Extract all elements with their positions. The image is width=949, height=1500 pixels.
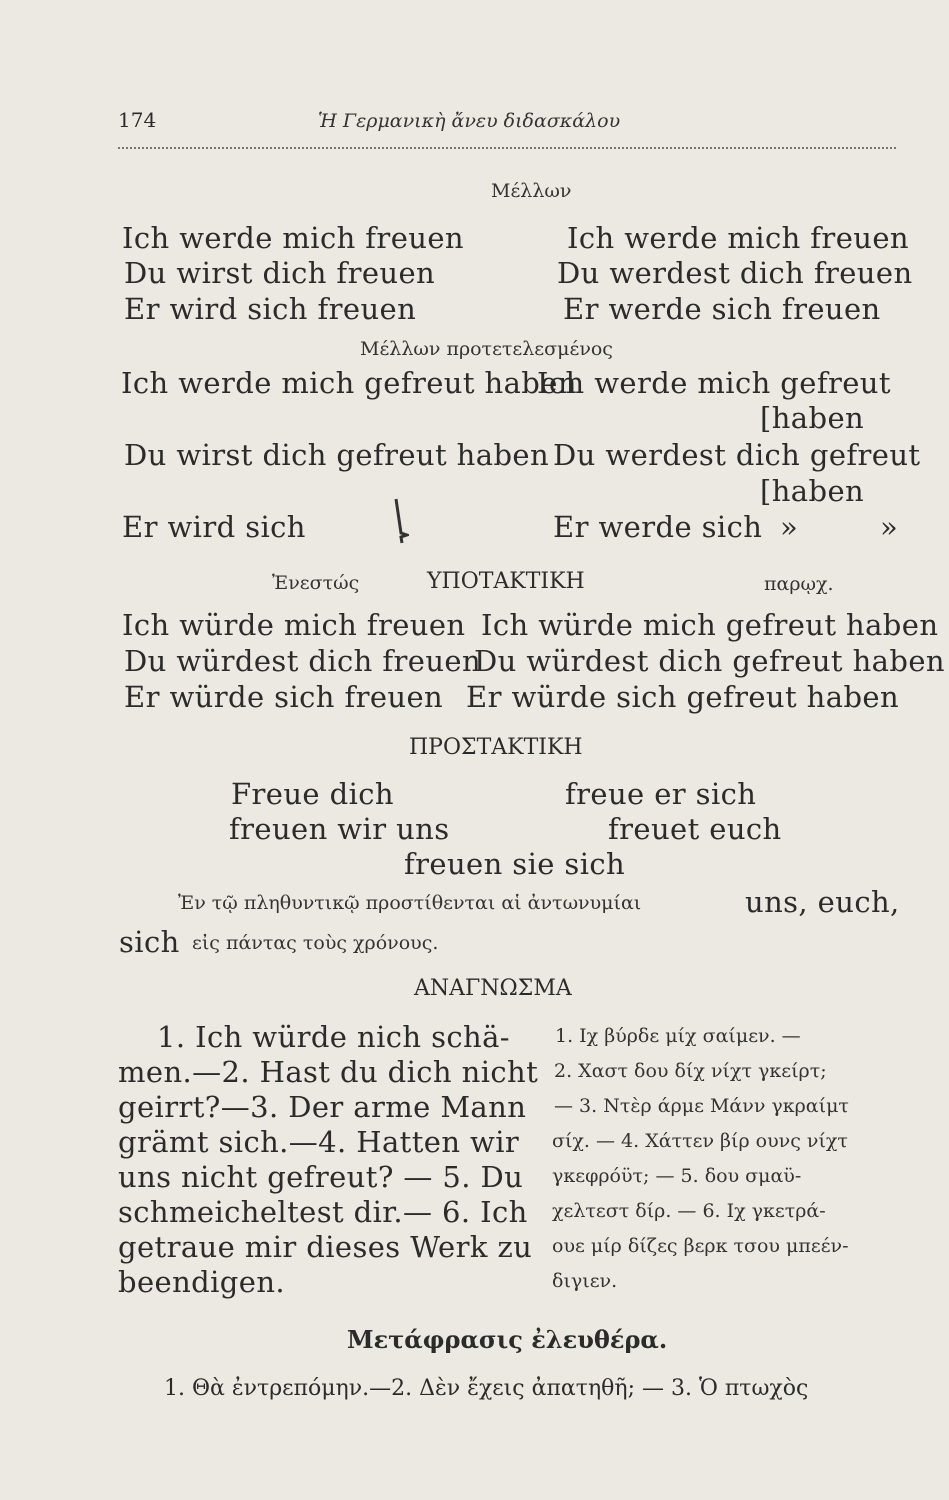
header-rule xyxy=(118,147,896,152)
future-perfect-heading: Μέλλων προτετελεσμένος xyxy=(360,338,613,360)
subjunctive-label-right: παρῳχ. xyxy=(764,573,834,595)
subjunctive-heading: ΥΠΟΤΑΚΤΙΚΗ xyxy=(427,569,585,594)
imperative-line-3: freuen sie sich xyxy=(404,847,626,881)
reading-greek-line: σίχ. — 4. Χάττεν βίρ ουνς νίχτ xyxy=(552,1130,848,1152)
subjunctive-left-3: Er würde sich freuen xyxy=(124,680,444,714)
subjunctive-label-left: Ἐνεστώς xyxy=(272,572,360,594)
ditto-mark-2: » xyxy=(880,510,899,544)
subjunctive-right-1: Ich würde mich gefreut haben xyxy=(481,608,939,642)
future-perfect-right-3: Er werde sich xyxy=(553,510,763,544)
reading-heading: ΑΝΑΓΝΩΣΜΑ xyxy=(414,976,572,1001)
ink-mark xyxy=(393,497,409,545)
reading-greek-line: ουε μίρ δίζες βερκ τσου μπεέν- xyxy=(552,1235,849,1257)
future-perfect-left-3: Er wird sich xyxy=(122,510,306,544)
reading-greek-line: χελτεστ δίρ. — 6. Ιχ γκετρά- xyxy=(552,1200,826,1222)
free-translation-heading: Μετάφρασις ἐλευθέρα. xyxy=(347,1325,668,1354)
future-perfect-cont-1: [haben xyxy=(760,401,865,435)
future-perfect-cont-2: [haben xyxy=(760,474,865,508)
subjunctive-left-2: Du würdest dich freuen xyxy=(124,644,482,678)
future-perfect-left-2: Du wirst dich gefreut haben xyxy=(124,438,550,472)
imperative-left-1: Freue dich xyxy=(231,777,394,811)
reading-german-line: 1. Ich würde nich schä- xyxy=(157,1020,510,1054)
subjunctive-right-2: Du würdest dich gefreut haben xyxy=(474,644,945,678)
reading-german-line: geirrt?—3. Der arme Mann xyxy=(118,1090,527,1124)
reading-german-line: beendigen. xyxy=(118,1265,286,1299)
reading-german-line: uns nicht gefreut? — 5. Du xyxy=(118,1160,524,1194)
future-right-1: Ich werde mich freuen xyxy=(567,221,909,255)
note-greek-1: Ἐν τῷ πληθυντικῷ προστίθενται αἱ ἀντωνυμίαι xyxy=(178,892,642,914)
reading-german-line: getraue mir dieses Werk zu xyxy=(118,1230,533,1264)
reading-german-line: men.—2. Hast du dich nicht xyxy=(118,1055,539,1089)
subjunctive-right-3: Er würde sich gefreut haben xyxy=(466,680,900,714)
reading-greek-line: διγιεν. xyxy=(552,1270,618,1292)
future-right-3: Er werde sich freuen xyxy=(563,292,881,326)
running-title: Ἡ Γερμανικὴ ἄνευ διδασκάλου xyxy=(318,110,621,132)
imperative-left-2: freuen wir uns xyxy=(229,812,450,846)
reading-greek-line: — 3. Ντὲρ άρμε Μάνν γκραίμτ xyxy=(554,1095,849,1117)
reading-greek-line: 2. Χαστ δου δίχ νίχτ γκείρτ; xyxy=(554,1060,827,1082)
future-perfect-left-1: Ich werde mich gefreut haben xyxy=(121,366,577,400)
imperative-heading: ΠΡΟΣΤΑΚΤΙΚΗ xyxy=(409,735,583,760)
reading-greek-line: 1. Ιχ βύρδε μίχ σαίμεν. — xyxy=(555,1025,801,1047)
note-german-2: sich xyxy=(119,925,180,959)
page-number: 174 xyxy=(118,108,157,132)
note-greek-2: εἰς πάντας τοὺς χρόνους. xyxy=(192,932,439,954)
note-german-1: uns, euch, xyxy=(745,885,900,919)
future-perfect-right-1: Ich werde mich gefreut xyxy=(537,366,891,400)
reading-german-line: grämt sich.—4. Hatten wir xyxy=(118,1125,520,1159)
imperative-right-2: freuet euch xyxy=(608,812,782,846)
future-left-3: Er wird sich freuen xyxy=(124,292,417,326)
future-perfect-right-2: Du werdest dich gefreut xyxy=(553,438,921,472)
imperative-right-1: freue er sich xyxy=(565,777,757,811)
subjunctive-left-1: Ich würde mich freuen xyxy=(122,608,466,642)
future-left-1: Ich werde mich freuen xyxy=(122,221,464,255)
reading-greek-line: γκεφρόϋτ; — 5. δου σμαϋ- xyxy=(552,1165,802,1187)
future-heading: Μέλλων xyxy=(491,180,572,202)
future-right-2: Du werdest dich freuen xyxy=(557,256,913,290)
ditto-mark-1: » xyxy=(780,510,799,544)
free-translation-line: 1. Θὰ ἐντρεπόμην.—2. Δὲν ἔχεις ἀπατηθῆ; — 3. Ὁ πτωχὸς xyxy=(164,1376,809,1401)
reading-german-line: schmeicheltest dir.— 6. Ich xyxy=(118,1195,528,1229)
future-left-2: Du wirst dich freuen xyxy=(124,256,436,290)
